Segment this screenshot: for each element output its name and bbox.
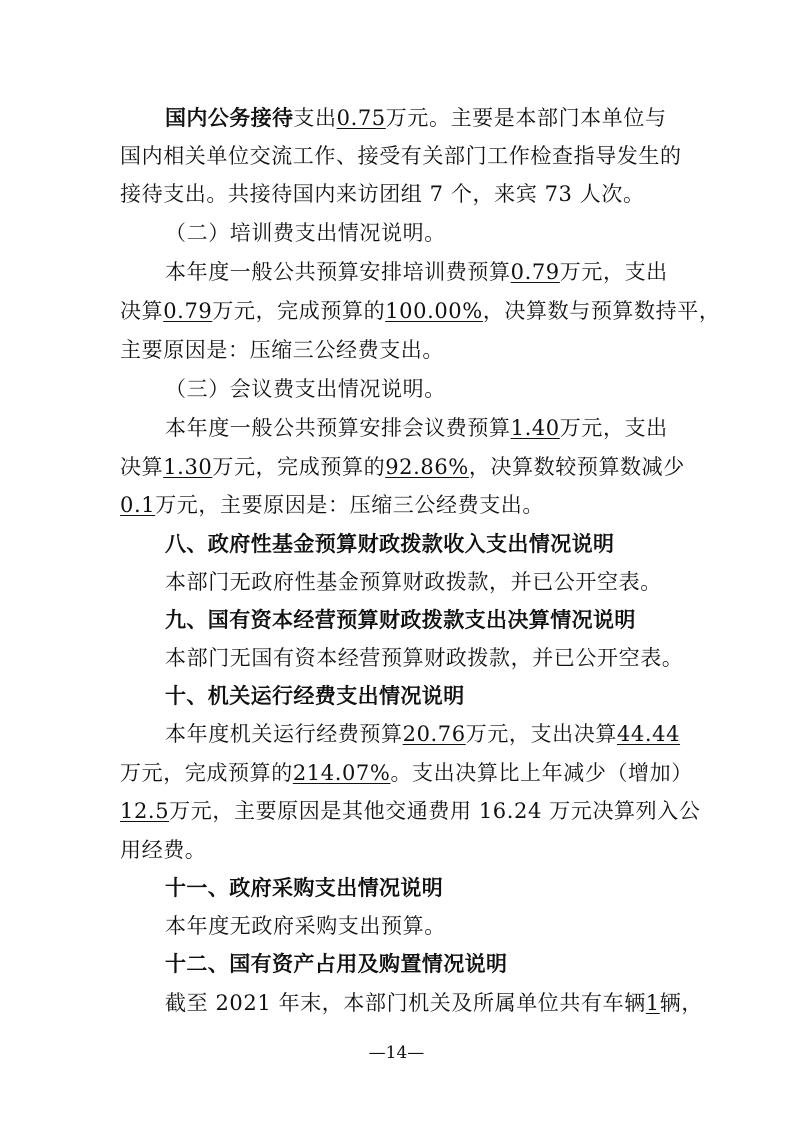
text-line <box>0 871 793 905</box>
text-line <box>0 909 793 943</box>
text-run: 万元，完成预算的 <box>212 299 386 323</box>
text-run: 万元，主要原因是其他交通费用 16.24 万元决算列入公 <box>169 799 701 823</box>
text-run: 万元，支出 <box>559 260 668 284</box>
text-run: 决算 <box>120 455 164 479</box>
text-line <box>0 986 793 1020</box>
text-run: 万元，主要原因是：压缩三公经费支出。 <box>155 493 545 517</box>
text-run: ，决算数较预算数减少 <box>468 455 685 479</box>
text-run: 支出 <box>293 106 337 130</box>
text-line <box>0 372 793 406</box>
section-heading: 九、国有资本经营预算财政拨款支出决算情况说明 <box>165 608 636 632</box>
text-line <box>0 603 793 637</box>
underlined-value: 0.75 <box>336 106 386 130</box>
underlined-value: 44.44 <box>616 722 681 746</box>
text-run: 万元，支出决算 <box>465 722 617 746</box>
text-run: 本部门无国有资本经营预算财政拨款，并已公开空表。 <box>165 646 684 670</box>
text-line <box>0 333 793 367</box>
text-line <box>0 717 793 751</box>
text-run: 万元，完成预算的 <box>212 455 386 479</box>
page-number: —14— <box>368 1043 425 1063</box>
underlined-value: 1.30 <box>163 455 213 479</box>
section-heading: 十二、国有资产占用及购置情况说明 <box>165 952 508 976</box>
text-run: 万元，完成预算的 <box>120 761 293 785</box>
underlined-value: 20.76 <box>402 722 466 746</box>
underlined-value: 12.5 <box>120 799 170 823</box>
underlined-value: 214.07% <box>292 761 391 785</box>
text-run: 主要原因是：压缩三公经费支出。 <box>120 338 444 362</box>
text-run: 本年度一般公共预算安排会议费预算 <box>165 416 511 440</box>
text-line <box>0 794 793 828</box>
underlined-value: 100.00% <box>385 299 483 323</box>
text-line <box>0 294 793 328</box>
text-line <box>0 255 793 289</box>
text-run: 接待支出。共接待国内来访团组 7 个，来宾 73 人次。 <box>120 182 645 206</box>
text-run: 万元，支出 <box>559 416 668 440</box>
text-run: 本年度一般公共预算安排培训费预算 <box>165 260 511 284</box>
text-run: 国内相关单位交流工作、接受有关部门工作检查指导发生的 <box>120 144 682 168</box>
text-run: 辆， <box>659 991 703 1015</box>
text-line <box>0 833 793 867</box>
text-run: 万元。主要是本部门本单位与 <box>385 106 667 130</box>
underlined-value: 92.86% <box>385 455 469 479</box>
text-line <box>0 450 793 484</box>
underlined-value: 0.79 <box>163 299 213 323</box>
text-run: 截至 2021 年末，本部门机关及所属单位共有车辆 <box>165 991 646 1015</box>
text-line <box>0 177 793 211</box>
underlined-value: 1 <box>645 991 660 1015</box>
text-line <box>0 101 793 135</box>
text-run: 决算 <box>120 299 164 323</box>
text-run: 本年度无政府采购支出预算。 <box>165 914 446 938</box>
text-run: ，决算数与预算数持平， <box>482 299 721 323</box>
text-line <box>0 527 793 561</box>
text-line <box>0 756 793 790</box>
section-heading: 八、政府性基金预算财政拨款收入支出情况说明 <box>165 532 615 556</box>
underlined-value: 0.79 <box>510 260 560 284</box>
text-line <box>0 947 793 981</box>
text-line <box>0 488 793 522</box>
text-line <box>0 679 793 713</box>
section-heading: 十、机关运行经费支出情况说明 <box>165 684 465 708</box>
underlined-value: 1.40 <box>510 416 560 440</box>
text-line <box>0 139 793 173</box>
text-run: 。支出决算比上年减少（增加） <box>390 761 693 785</box>
text-run: 用经费。 <box>120 838 207 862</box>
text-run: （三）会议费支出情况说明。 <box>165 377 446 401</box>
underlined-value: 0.1 <box>120 493 156 517</box>
text-line <box>0 411 793 445</box>
section-heading: 十一、政府采购支出情况说明 <box>165 876 444 900</box>
text-line <box>0 216 793 250</box>
bold-term: 国内公务接待 <box>165 106 294 130</box>
text-run: 本年度机关运行经费预算 <box>165 722 403 746</box>
text-run: 本部门无政府性基金预算财政拨款，并已公开空表。 <box>165 570 662 594</box>
text-line <box>0 565 793 599</box>
text-line <box>0 641 793 675</box>
text-run: （二）培训费支出情况说明。 <box>165 221 446 245</box>
